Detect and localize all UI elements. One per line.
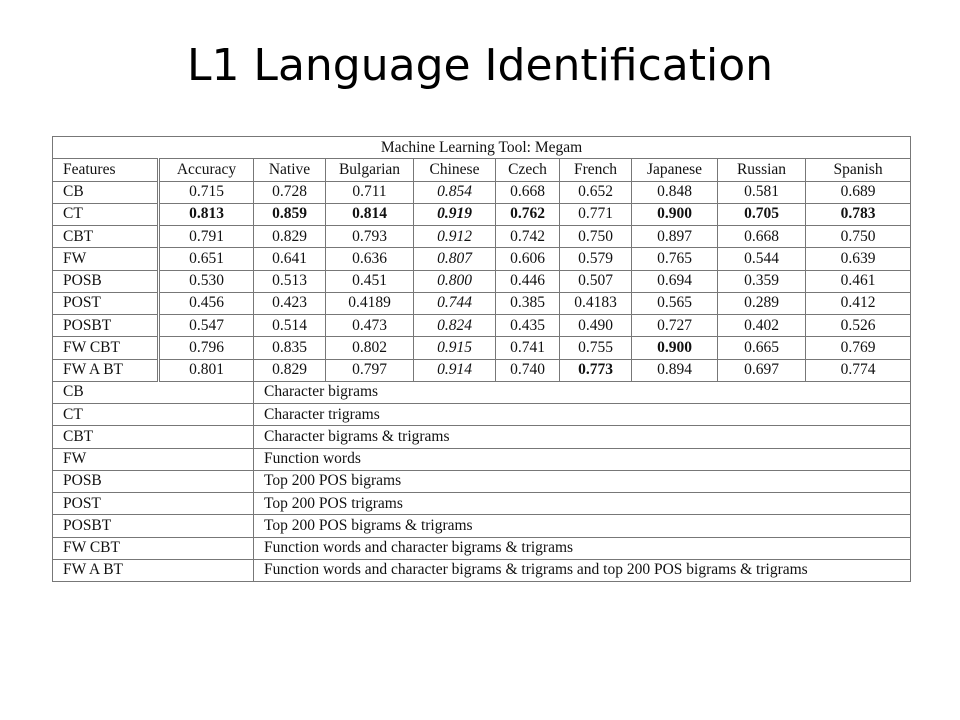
legend-description: Top 200 POS bigrams (254, 470, 911, 492)
feature-name-cell: CBT (53, 226, 159, 248)
column-header-features: Features (53, 159, 159, 181)
score-cell: 0.791 (159, 226, 254, 248)
score-cell: 0.835 (254, 337, 326, 359)
legend-row (53, 493, 911, 515)
score-cell: 0.715 (159, 181, 254, 203)
score-cell: 0.668 (496, 181, 560, 203)
score-cell: 0.711 (326, 181, 414, 203)
score-cell: 0.727 (632, 315, 718, 337)
column-header-spanish: Spanish (806, 159, 911, 181)
legend-row (53, 515, 911, 537)
score-cell: 0.402 (718, 315, 806, 337)
legend-abbreviation: POSB (53, 470, 254, 492)
score-cell: 0.801 (159, 359, 254, 381)
header-row (53, 159, 911, 181)
score-cell: 0.530 (159, 270, 254, 292)
score-cell: 0.461 (806, 270, 911, 292)
score-cell: 0.423 (254, 292, 326, 314)
score-cell: 0.915 (414, 337, 496, 359)
score-cell: 0.507 (560, 270, 632, 292)
score-cell: 0.859 (254, 203, 326, 225)
score-cell: 0.750 (806, 226, 911, 248)
score-cell: 0.581 (718, 181, 806, 203)
legend-row (53, 559, 911, 581)
legend-row (53, 381, 911, 403)
score-cell: 0.919 (414, 203, 496, 225)
score-cell: 0.814 (326, 203, 414, 225)
score-cell: 0.774 (806, 359, 911, 381)
score-cell: 0.694 (632, 270, 718, 292)
legend-abbreviation: FW (53, 448, 254, 470)
score-cell: 0.793 (326, 226, 414, 248)
score-cell: 0.565 (632, 292, 718, 314)
score-cell: 0.359 (718, 270, 806, 292)
score-cell: 0.728 (254, 181, 326, 203)
score-cell: 0.4183 (560, 292, 632, 314)
score-cell: 0.765 (632, 248, 718, 270)
feature-name-cell: POSBT (53, 315, 159, 337)
column-header-french: French (560, 159, 632, 181)
score-cell: 0.802 (326, 337, 414, 359)
legend-row (53, 426, 911, 448)
score-cell: 0.697 (718, 359, 806, 381)
score-cell: 0.813 (159, 203, 254, 225)
legend-description: Character bigrams & trigrams (254, 426, 911, 448)
score-cell: 0.800 (414, 270, 496, 292)
legend-abbreviation: CB (53, 381, 254, 403)
table-row (53, 337, 911, 359)
legend-row (53, 470, 911, 492)
score-cell: 0.912 (414, 226, 496, 248)
score-cell: 0.744 (414, 292, 496, 314)
score-cell: 0.665 (718, 337, 806, 359)
score-cell: 0.773 (560, 359, 632, 381)
legend-row (53, 404, 911, 426)
legend-abbreviation: FW A BT (53, 559, 254, 581)
score-cell: 0.526 (806, 315, 911, 337)
score-cell: 0.797 (326, 359, 414, 381)
score-cell: 0.848 (632, 181, 718, 203)
score-cell: 0.741 (496, 337, 560, 359)
feature-name-cell: POST (53, 292, 159, 314)
score-cell: 0.740 (496, 359, 560, 381)
score-cell: 0.900 (632, 337, 718, 359)
score-cell: 0.668 (718, 226, 806, 248)
column-header-accuracy: Accuracy (159, 159, 254, 181)
score-cell: 0.579 (560, 248, 632, 270)
legend-row (53, 537, 911, 559)
score-cell: 0.894 (632, 359, 718, 381)
score-cell: 0.547 (159, 315, 254, 337)
table-caption: Machine Learning Tool: Megam (53, 137, 911, 159)
score-cell: 0.750 (560, 226, 632, 248)
legend-abbreviation: POST (53, 493, 254, 515)
legend-description: Top 200 POS trigrams (254, 493, 911, 515)
score-cell: 0.289 (718, 292, 806, 314)
score-cell: 0.514 (254, 315, 326, 337)
table-row (53, 359, 911, 381)
column-header-czech: Czech (496, 159, 560, 181)
score-cell: 0.755 (560, 337, 632, 359)
score-cell: 0.771 (560, 203, 632, 225)
score-cell: 0.854 (414, 181, 496, 203)
score-cell: 0.705 (718, 203, 806, 225)
score-cell: 0.490 (560, 315, 632, 337)
table-row (53, 203, 911, 225)
feature-name-cell: FW A BT (53, 359, 159, 381)
score-cell: 0.796 (159, 337, 254, 359)
legend-description: Character bigrams (254, 381, 911, 403)
table-row (53, 181, 911, 203)
results-table (52, 136, 911, 582)
column-header-chinese: Chinese (414, 159, 496, 181)
score-cell: 0.651 (159, 248, 254, 270)
table-body (53, 137, 911, 582)
score-cell: 0.914 (414, 359, 496, 381)
feature-name-cell: CT (53, 203, 159, 225)
feature-name-cell: POSB (53, 270, 159, 292)
score-cell: 0.652 (560, 181, 632, 203)
score-cell: 0.385 (496, 292, 560, 314)
score-cell: 0.606 (496, 248, 560, 270)
score-cell: 0.639 (806, 248, 911, 270)
column-header-bulgarian: Bulgarian (326, 159, 414, 181)
score-cell: 0.824 (414, 315, 496, 337)
score-cell: 0.4189 (326, 292, 414, 314)
score-cell: 0.689 (806, 181, 911, 203)
score-cell: 0.412 (806, 292, 911, 314)
score-cell: 0.807 (414, 248, 496, 270)
score-cell: 0.897 (632, 226, 718, 248)
table-row (53, 292, 911, 314)
score-cell: 0.473 (326, 315, 414, 337)
score-cell: 0.783 (806, 203, 911, 225)
score-cell: 0.762 (496, 203, 560, 225)
feature-name-cell: FW (53, 248, 159, 270)
score-cell: 0.769 (806, 337, 911, 359)
legend-description: Top 200 POS bigrams & trigrams (254, 515, 911, 537)
score-cell: 0.451 (326, 270, 414, 292)
legend-abbreviation: FW CBT (53, 537, 254, 559)
slide-title: L1 Language Identification (186, 40, 774, 91)
score-cell: 0.742 (496, 226, 560, 248)
table-row (53, 248, 911, 270)
feature-name-cell: FW CBT (53, 337, 159, 359)
legend-abbreviation: CT (53, 404, 254, 426)
legend-description: Function words and character bigrams & trigrams and top 200 POS bigrams & trigrams (254, 559, 911, 581)
score-cell: 0.446 (496, 270, 560, 292)
score-cell: 0.435 (496, 315, 560, 337)
column-header-japanese: Japanese (632, 159, 718, 181)
score-cell: 0.636 (326, 248, 414, 270)
legend-abbreviation: CBT (53, 426, 254, 448)
score-cell: 0.456 (159, 292, 254, 314)
legend-description: Function words (254, 448, 911, 470)
legend-row (53, 448, 911, 470)
table-row (53, 270, 911, 292)
column-header-russian: Russian (718, 159, 806, 181)
legend-description: Function words and character bigrams & trigrams (254, 537, 911, 559)
score-cell: 0.829 (254, 359, 326, 381)
score-cell: 0.900 (632, 203, 718, 225)
table-row (53, 226, 911, 248)
score-cell: 0.829 (254, 226, 326, 248)
legend-description: Character trigrams (254, 404, 911, 426)
caption-row (53, 137, 911, 159)
legend-abbreviation: POSBT (53, 515, 254, 537)
score-cell: 0.513 (254, 270, 326, 292)
column-header-native: Native (254, 159, 326, 181)
table-row (53, 315, 911, 337)
score-cell: 0.641 (254, 248, 326, 270)
feature-name-cell: CB (53, 181, 159, 203)
score-cell: 0.544 (718, 248, 806, 270)
